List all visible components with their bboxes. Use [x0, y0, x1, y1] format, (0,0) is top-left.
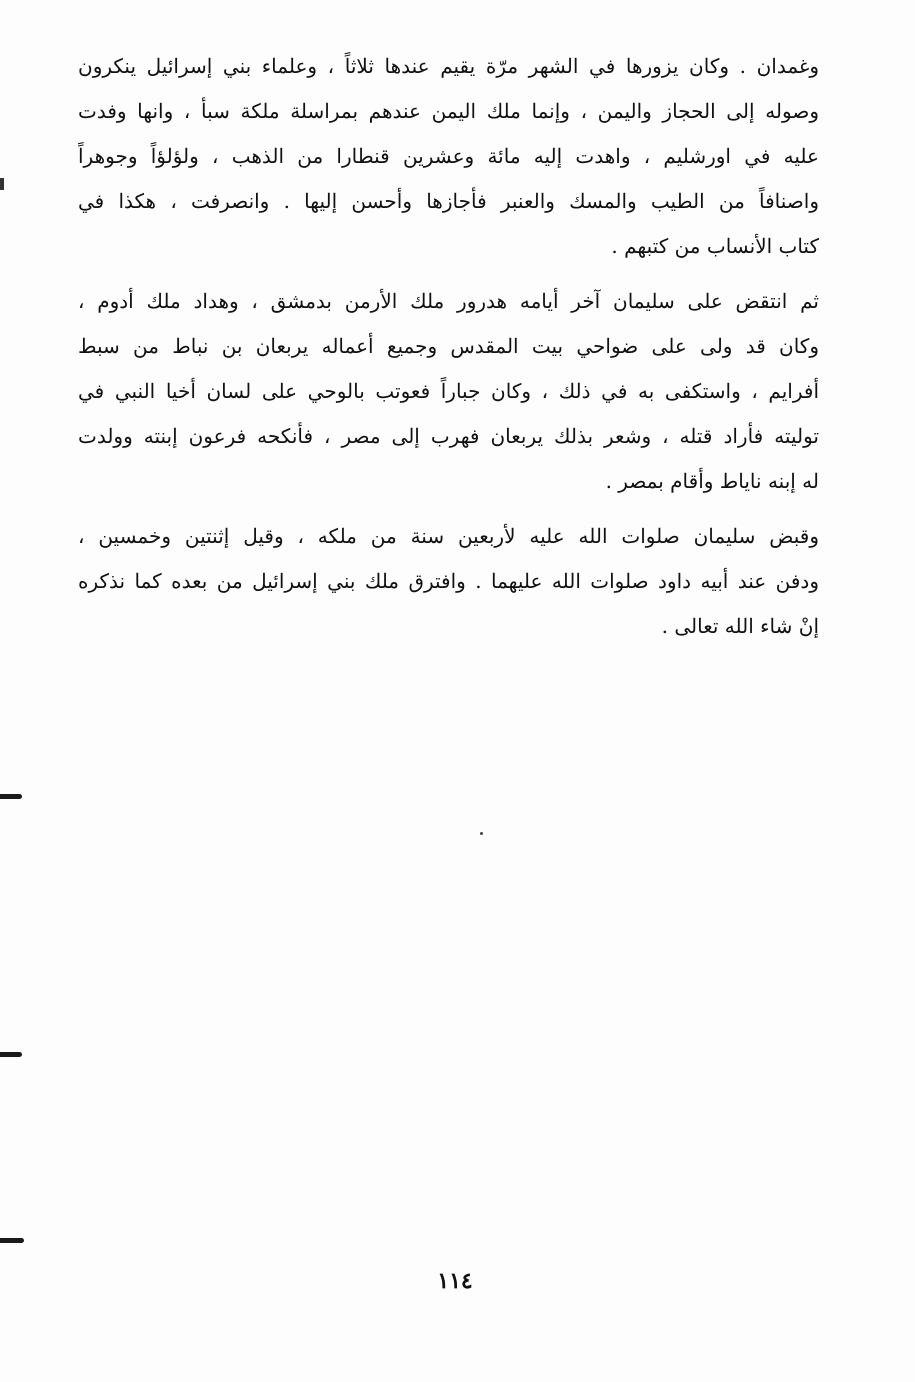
paragraph-1	[78, 44, 819, 269]
paragraph-2	[78, 279, 819, 504]
text-line: توليته فأراد قتله ، وشعر بذلك يربعان فهرب إلى مصر ، فأنكحه فرعون إبنته وولدت	[78, 424, 819, 448]
scan-edge-mark	[0, 178, 4, 190]
text-line: له إبنه ناياط وأقام بمصر .	[605, 469, 819, 493]
text-line: إنْ شاء الله تعالى .	[661, 614, 819, 638]
paragraph-3	[78, 514, 819, 649]
text-line: كتاب الأنساب من كتبهم .	[611, 234, 819, 258]
scan-speck	[480, 832, 483, 835]
text-line: واصنافاً من الطيب والمسك والعنبر فأجازها وأحسن إليها . وانصرفت ، هكذا في	[78, 189, 819, 213]
text-line: عليه في اورشليم ، واهدت إليه مائة وعشرين قنطارا من الذهب ، ولؤلؤاً وجوهراً	[78, 144, 819, 168]
text-line: وصوله إلى الحجاز واليمن ، وإنما ملك اليمن عندهم بمراسلة ملكة سبأ ، وانها وفدت	[78, 99, 819, 123]
scan-edge-mark	[0, 1238, 24, 1243]
text-line: أفرايم ، واستكفى به في ذلك ، وكان جباراً فعوتب بالوحي على لسان أخيا النبي في	[78, 379, 819, 403]
text-line: ثم انتقض على سليمان آخر أيامه هدرور ملك الأرمن بدمشق ، وهداد ملك أدوم ،	[78, 289, 819, 313]
text-line: وغمدان . وكان يزورها في الشهر مرّة يقيم عندها ثلاثاً ، وعلماء بني إسرائيل ينكرون	[78, 54, 819, 78]
scan-edge-mark	[0, 1052, 22, 1057]
scan-edge-mark	[0, 794, 22, 799]
body-text	[78, 44, 819, 659]
text-line: ودفن عند أبيه داود صلوات الله عليهما . وافترق ملك بني إسرائيل من بعده كما نذكره	[78, 569, 819, 593]
text-line: وقبض سليمان صلوات الله عليه لأربعين سنة من ملكه ، وقيل إثنتين وخمسين ،	[78, 524, 819, 548]
page-number: ١١٤	[437, 1268, 473, 1294]
text-line: وكان قد ولى على ضواحي بيت المقدس وجميع أعماله يربعان بن نباط من سبط	[78, 334, 819, 358]
